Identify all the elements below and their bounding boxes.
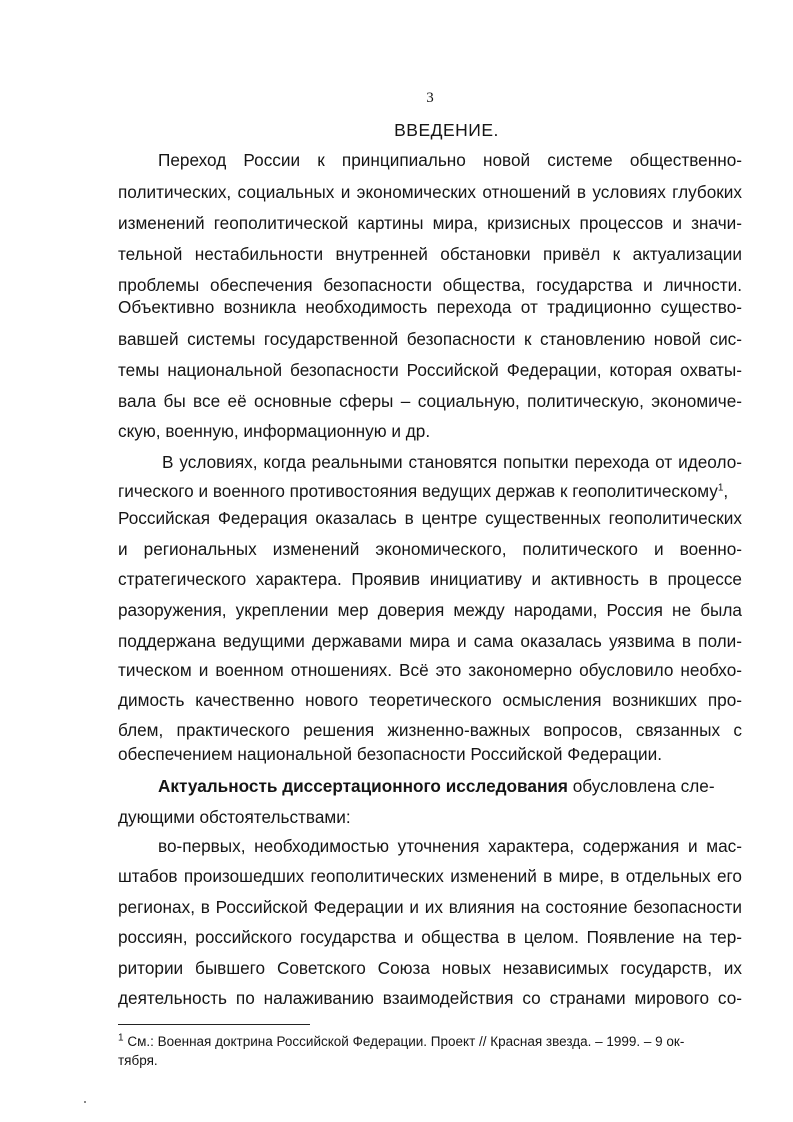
footnote-reference: 1: [717, 482, 724, 494]
text-line: [118, 478, 742, 504]
text-fragment: ,: [723, 481, 729, 501]
text-line: димость качественно нового теоретического осмысления возникших про-: [118, 690, 742, 710]
footnote-text: См.: Военная доктрина Российской Федерации. Проект // Красная звезда. – 1999. – 9 ок-: [123, 1034, 685, 1049]
text-fragment: гического и военного противостояния ведущих держав к геополитическому: [118, 481, 718, 501]
text-line: Переход России к принципиально новой системе общественно-: [158, 150, 742, 170]
text-line: поддержана ведущими державами мира и сама оказалась уязвима в поли-: [118, 631, 742, 651]
text-line: блем, практического решения жизненно-важных вопросов, связанных с: [118, 720, 742, 740]
text-line: Объективно возникла необходимость перехода от традиционно существо-: [118, 297, 742, 317]
text-line: политических, социальных и экономических отношений в условиях глубоких: [118, 182, 742, 202]
text-line: регионах, в Российской Федерации и их влияния на состояние безопасности: [118, 897, 742, 917]
text-line: стратегического характера. Проявив инициативу и активность в процессе: [118, 569, 742, 589]
text-line: скую, военную, информационную и др.: [118, 421, 431, 441]
text-line: дующими обстоятельствами:: [118, 807, 351, 827]
text-fragment: обусловлена сле-: [567, 776, 715, 796]
text-line: разоружения, укреплении мер доверия между народами, Россия не была: [118, 600, 742, 620]
text-line: изменений геополитической картины мира, кризисных процессов и значи-: [118, 213, 742, 233]
footnote-line: тября.: [118, 1053, 158, 1068]
text-line: штабов произошедших геополитических изменений в мире, в отдельных его: [118, 866, 742, 886]
text-line: тельной нестабильности внутренней обстановки привёл к актуализации: [118, 244, 742, 264]
text-line: и региональных изменений экономического, политического и военно-: [118, 539, 742, 559]
text-line: В условиях, когда реальными становятся попытки перехода от идеоло-: [162, 452, 742, 472]
text-line: вавшей системы государственной безопасности к становлению новой сис-: [118, 329, 742, 349]
footnote-mark: 1: [118, 1032, 124, 1044]
text-line: во-первых, необходимостью уточнения характера, содержания и мас-: [158, 836, 742, 856]
text-line: ритории бывшего Советского Союза новых независимых государств, их: [118, 958, 742, 978]
text-line: проблемы обеспечения безопасности общества, государства и личности.: [118, 275, 742, 295]
footnote-line: [118, 1032, 742, 1052]
text-line: темы национальной безопасности Российской Федерации, которая охваты-: [118, 360, 742, 380]
scan-speck: [84, 1101, 86, 1103]
text-line: россиян, российского государства и общества в целом. Появление на тер-: [118, 927, 742, 947]
text-line: тическом и военном отношениях. Всё это закономерно обусловило необхо-: [118, 660, 742, 680]
footnote-separator: [118, 1024, 310, 1025]
text-line: Российская Федерация оказалась в центре существенных геополитических: [118, 508, 742, 528]
text-line: вала бы все её основные сферы – социальную, политическую, экономиче-: [118, 391, 742, 411]
bold-phrase: Актуальность диссертационного исследования: [158, 776, 568, 796]
text-line: [158, 773, 742, 799]
text-line: деятельность по налаживанию взаимодействия со странами мирового со-: [118, 988, 742, 1008]
page-number: 3: [426, 90, 434, 106]
page-heading: ВВЕДЕНИЕ.: [394, 120, 499, 140]
text-line: обеспечением национальной безопасности Российской Федерации.: [118, 744, 663, 764]
